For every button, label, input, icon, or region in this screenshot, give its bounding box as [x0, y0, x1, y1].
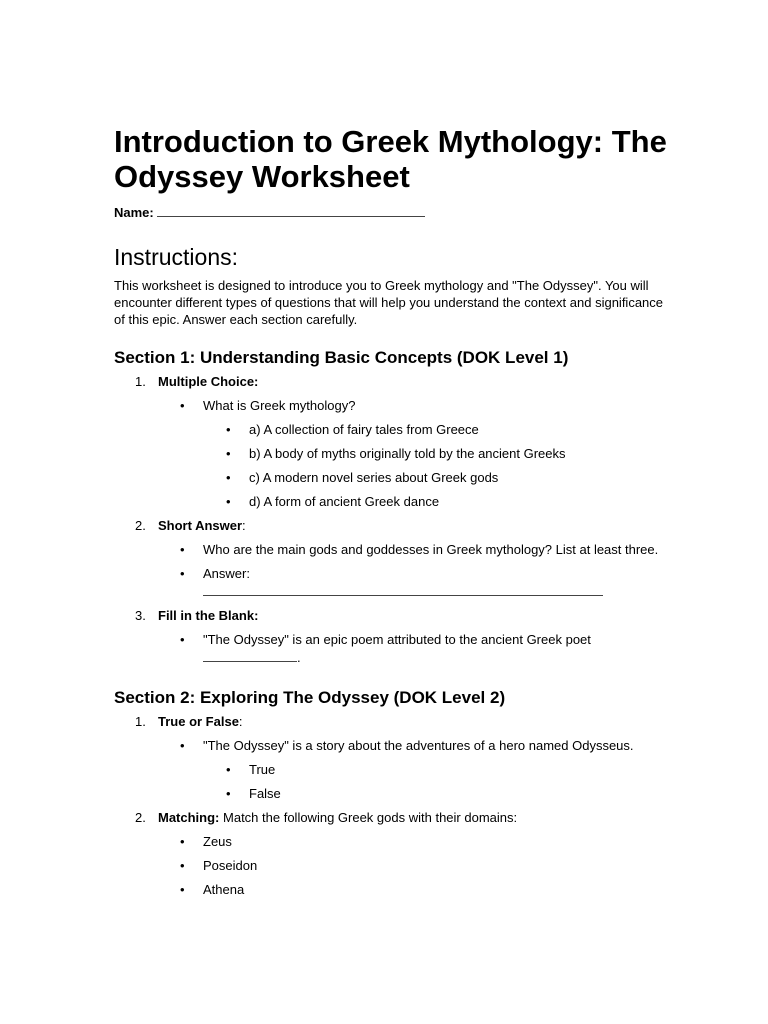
- name-field: [114, 203, 668, 221]
- answer-option[interactable]: [203, 469, 668, 486]
- section1-heading: Section 1: Understanding Basic Concepts (DOK Level 1): [114, 348, 569, 367]
- question-type: Fill in the Blank:: [158, 608, 259, 623]
- question-text: "The Odyssey" is a story about the adventures of a hero named Odysseus.: [203, 738, 634, 753]
- question-instruction: Match the following Greek gods with their domains:: [223, 810, 518, 825]
- answer-options: [203, 761, 668, 802]
- instructions-heading: Instructions:: [114, 244, 238, 270]
- bullet-icon: •: [180, 738, 185, 753]
- section1-questions: [114, 373, 668, 666]
- god-name: Poseidon: [203, 858, 258, 873]
- question-type: Multiple Choice:: [158, 374, 259, 389]
- section2-heading: Section 2: Exploring The Odyssey (DOK Level 2): [114, 688, 506, 707]
- section2-question-2: [114, 809, 668, 898]
- question-text: What is Greek mythology?: [203, 398, 356, 413]
- question-type: Short Answer: [158, 518, 243, 533]
- answer-option[interactable]: [203, 493, 668, 510]
- question-number: 1.: [135, 374, 146, 389]
- answer-label: Answer:: [203, 566, 250, 581]
- bullet-icon: •: [226, 786, 231, 801]
- answer-option[interactable]: [203, 445, 668, 462]
- bullet-icon: •: [226, 470, 231, 485]
- name-label: Name:: [114, 205, 154, 220]
- question-item: [158, 631, 668, 666]
- god-name: Athena: [203, 882, 245, 897]
- question-type: True or False: [158, 714, 239, 729]
- question-type-colon: :: [238, 714, 243, 729]
- bullet-icon: •: [226, 422, 231, 437]
- statement-end: .: [297, 650, 301, 665]
- bullet-icon: •: [180, 566, 185, 581]
- bullet-icon: •: [180, 834, 185, 849]
- answer-option[interactable]: [203, 785, 668, 802]
- answer-option[interactable]: [203, 421, 668, 438]
- option-text: True: [249, 762, 276, 777]
- section2-question-1: [114, 713, 668, 802]
- option-text: False: [249, 786, 281, 801]
- option-text: b) A body of myths originally told by the ancient Greeks: [249, 446, 566, 461]
- question-text: "The Odyssey" is an epic poem attributed to the ancient Greek poet: [203, 632, 591, 647]
- question-type-colon: :: [242, 518, 246, 533]
- question-number: 3.: [135, 608, 146, 623]
- answer-item: [158, 565, 668, 600]
- question-number: 2.: [135, 518, 146, 533]
- question-text: Who are the main gods and goddesses in Greek mythology? List at least three.: [203, 542, 659, 557]
- bullet-icon: •: [180, 632, 185, 647]
- bullet-icon: •: [180, 882, 185, 897]
- answer-blank-line[interactable]: [203, 582, 603, 596]
- section1-question-3: [114, 607, 668, 666]
- question-item: [158, 737, 668, 802]
- section1-question-1: [114, 373, 668, 510]
- question-type: Matching:: [158, 810, 220, 825]
- answer-options: [203, 421, 668, 510]
- bullet-icon: •: [226, 494, 231, 509]
- name-blank-line[interactable]: [157, 203, 425, 217]
- page-title: Introduction to Greek Mythology: The Odyssey Worksheet: [114, 124, 667, 194]
- bullet-icon: •: [180, 858, 185, 873]
- question-number: 2.: [135, 810, 146, 825]
- question-item: [158, 541, 668, 558]
- fill-blank-line[interactable]: [203, 648, 297, 662]
- section2-questions: [114, 713, 668, 898]
- option-text: c) A modern novel series about Greek gods: [249, 470, 499, 485]
- matching-item: [158, 833, 668, 850]
- question-item: [158, 397, 668, 510]
- matching-item: [158, 881, 668, 898]
- answer-option[interactable]: [203, 761, 668, 778]
- option-text: a) A collection of fairy tales from Greece: [249, 422, 479, 437]
- section1-question-2: [114, 517, 668, 600]
- god-name: Zeus: [203, 834, 232, 849]
- question-number: 1.: [135, 714, 146, 729]
- matching-item: [158, 857, 668, 874]
- option-text: d) A form of ancient Greek dance: [249, 494, 440, 509]
- bullet-icon: •: [226, 446, 231, 461]
- bullet-icon: •: [180, 398, 185, 413]
- instructions-text: This worksheet is designed to introduce you to Greek mythology and "The Odyssey". You will encounter different types of questions that will help you understand the context and significance of this epic. Answer each section carefully.: [114, 278, 664, 327]
- bullet-icon: •: [180, 542, 185, 557]
- bullet-icon: •: [226, 762, 231, 777]
